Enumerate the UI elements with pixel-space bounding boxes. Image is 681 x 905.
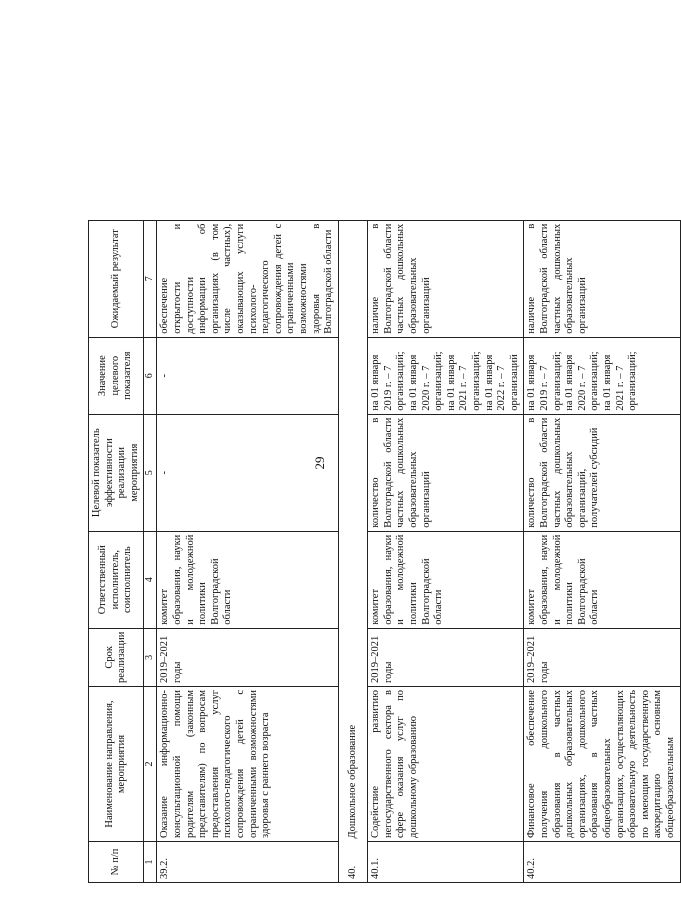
row-number: 40.1.: [368, 842, 524, 883]
section-row: [338, 220, 368, 882]
header-value: Значение целевого показателя: [89, 337, 144, 414]
column-number: 6: [144, 337, 157, 414]
executor: комитет образования, науки и молодежной политики Волгоградской области: [157, 531, 338, 628]
column-number: 5: [144, 414, 157, 531]
indicator-value: на 01 января 2019 г. – 7 организаций; на 01 января 2020 г. – 7 организаций; на 01 января 2021 г. – 7 организаций;: [524, 337, 680, 414]
column-number: 4: [144, 531, 157, 628]
header-term: Срок реализации: [89, 628, 144, 686]
column-number: 2: [144, 687, 157, 842]
table-row: [157, 220, 338, 882]
column-number: 7: [144, 220, 157, 337]
executor: комитет образования, науки и молодежной политики Волгоградской области: [368, 531, 524, 628]
expected-result: наличие в Волгоградской области частных дошкольных образовательных организаций: [524, 220, 680, 337]
term: 2019–2021 годы: [368, 628, 524, 686]
term: 2019–2021 годы: [157, 628, 338, 686]
measure-name: Финансовое обеспечение получения дошкольного образования в частных дошкольных образовательных организациях, дошкольного образования в частных общеобразовательных организациях, осуществляющих образовательную деятельность по имеющим государственную аккредитацию основным общеобразовательным: [524, 687, 680, 842]
indicator: -: [157, 414, 338, 531]
measure-name: Оказание информационно-консультационной помощи родителям (законным представителям) по вопросам предоставления услуг психолого-педагогического сопровождения детей с ограниченными возможностями здоровья с раннего возраста: [157, 687, 338, 842]
expected-result: обеспечение открытости и доступности информации об организациях (в том числе частных), оказывающих услуги психолого-педагогического сопровождения детей с ограниченными возможностями здоровья в Волгоградской области: [157, 220, 338, 337]
column-number-row: [144, 220, 157, 882]
page-number: 29: [312, 456, 327, 470]
column-number: 3: [144, 628, 157, 686]
header-executor: Ответственный исполнитель, соисполнитель: [89, 531, 144, 628]
indicator: количество в Волгоградской области частных дошкольных образовательных организаций, получателей субсидий: [524, 414, 680, 531]
measures-table: [88, 220, 681, 883]
column-number: 1: [144, 842, 157, 883]
section-title: Дошкольное образование: [338, 220, 368, 841]
header-number: № п/п: [89, 842, 144, 883]
header-result: Ожидаемый результат: [89, 220, 144, 337]
section-number: 40.: [338, 842, 368, 883]
indicator-value: -: [157, 337, 338, 414]
header-row: [89, 220, 144, 882]
table-row: [368, 220, 524, 882]
expected-result: наличие в Волгоградской области частных дошкольных образовательных организаций: [368, 220, 524, 337]
row-number: 39.2.: [157, 842, 338, 883]
indicator-value: на 01 января 2019 г. – 7 организаций; на 01 января 2020 г. – 7 организаций; на 01 января 2021 г. – 7 организаций; на 01 января 2022 г. – 7 организаций: [368, 337, 524, 414]
term: 2019–2021 годы: [524, 628, 680, 686]
indicator: количество в Волгоградской области частных дошкольных образовательных организаций: [368, 414, 524, 531]
header-indicator: Целевой показатель эффективности реализации мероприятия: [89, 414, 144, 531]
row-number: 40.2.: [524, 842, 680, 883]
header-name: Наименование направления, мероприятия: [89, 687, 144, 842]
executor: комитет образования, науки и молодежной политики Волгоградской области: [524, 531, 680, 628]
measure-name: Содействие развитию негосударственного сектора в сфере оказания услуг по дошкольному образованию: [368, 687, 524, 842]
table-row: [524, 220, 680, 882]
